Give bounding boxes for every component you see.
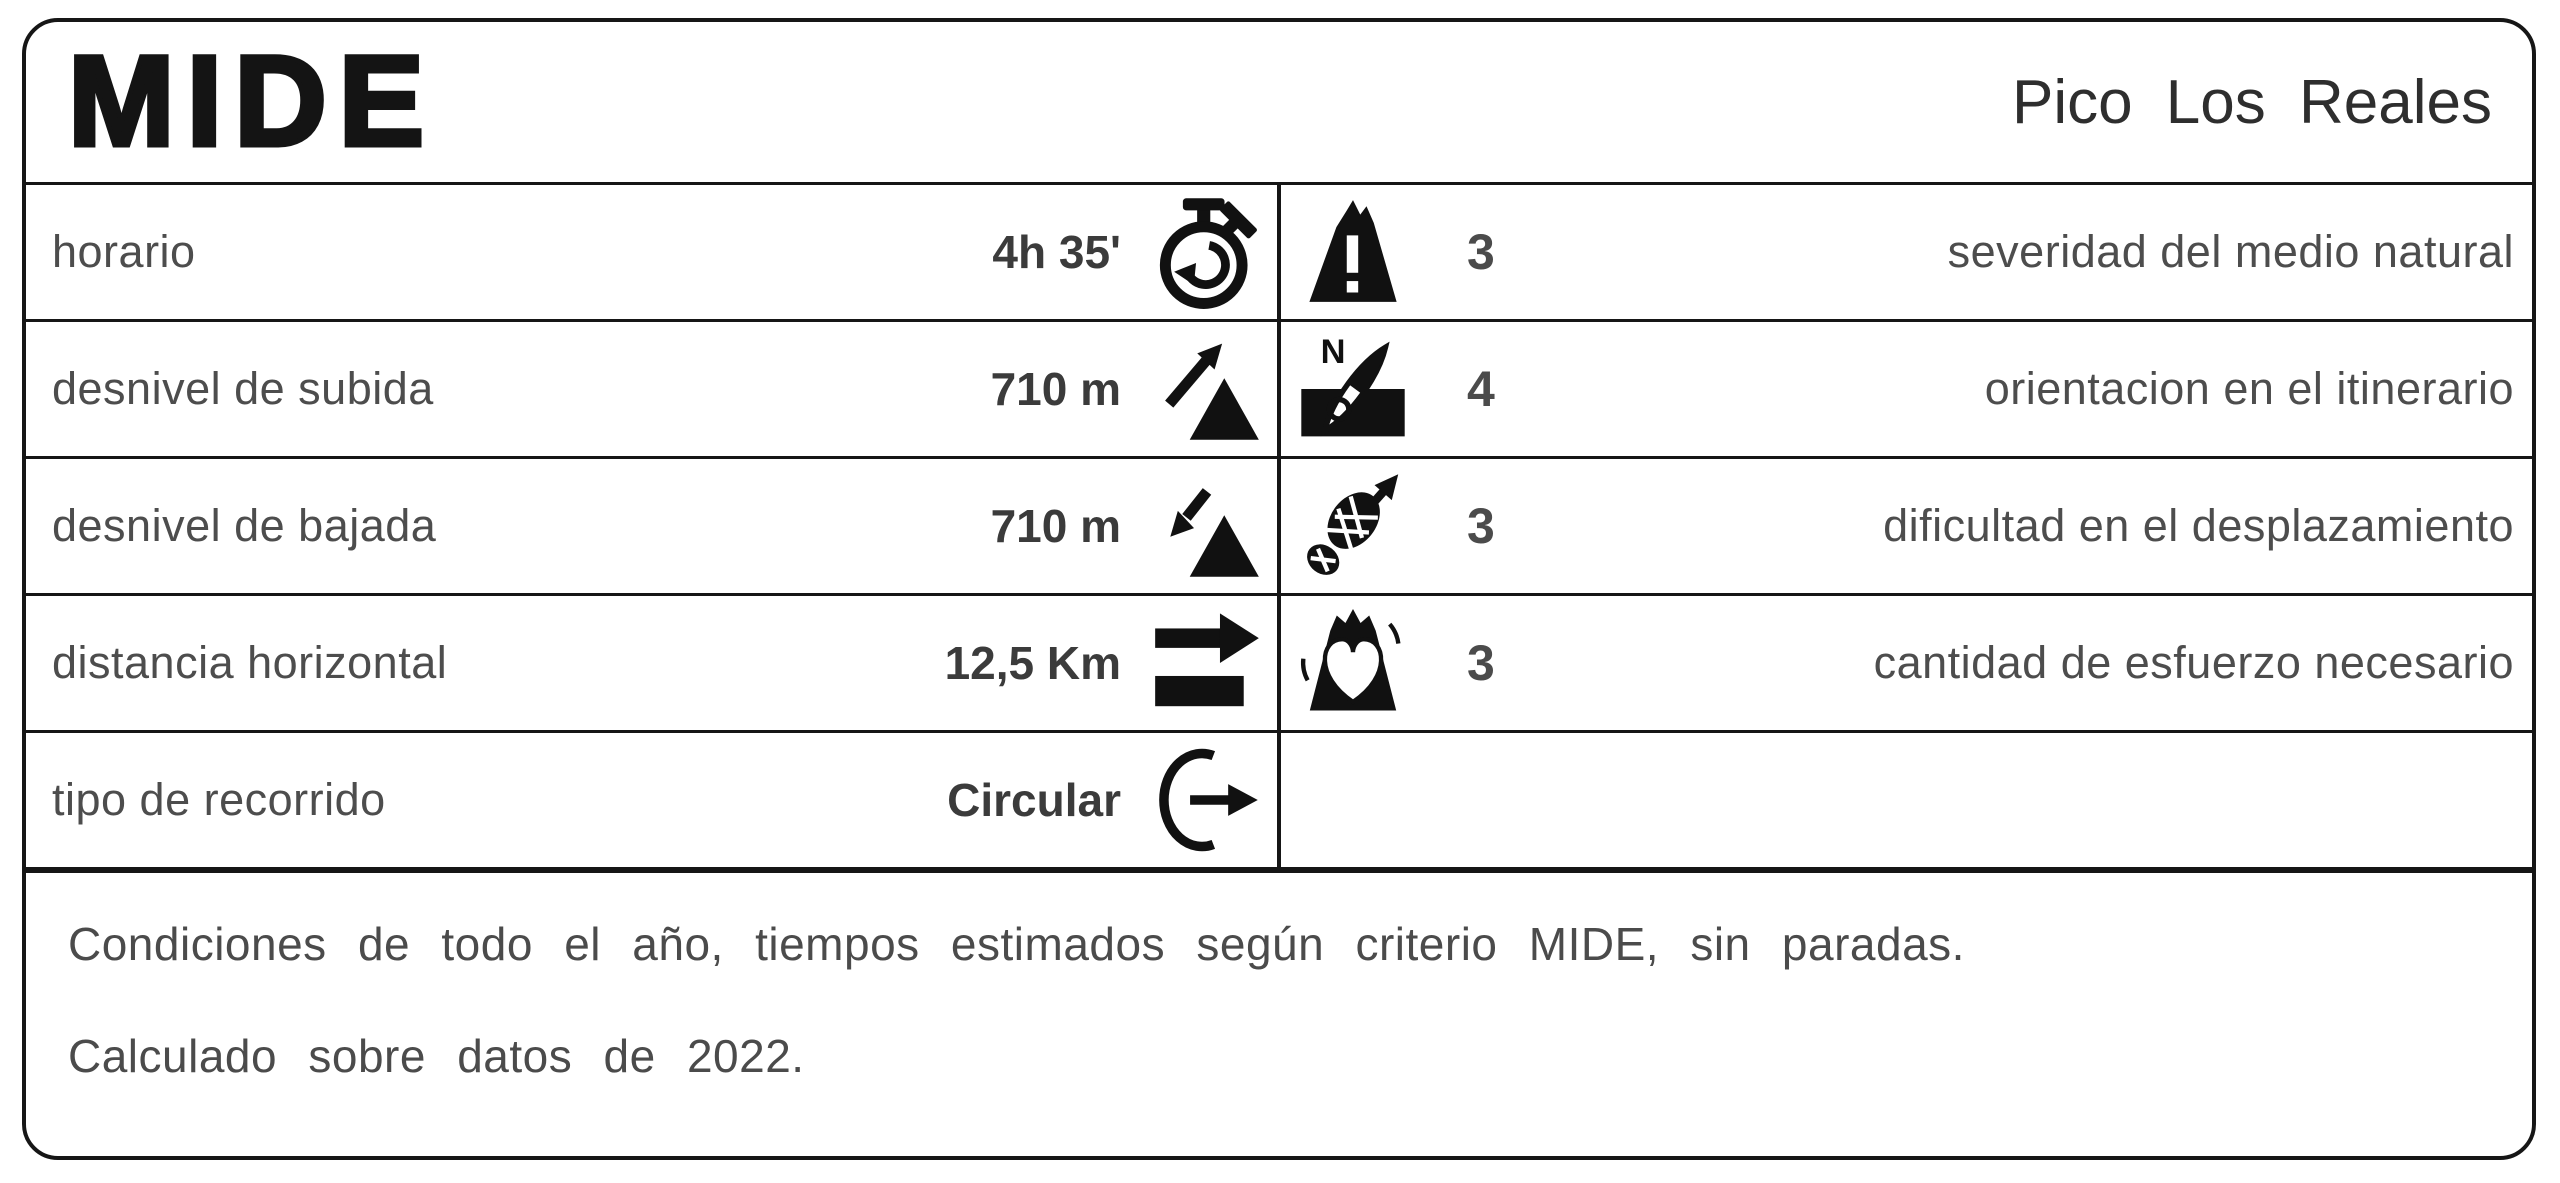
mountain-warning-icon <box>1297 194 1409 310</box>
horario-value: 4h 35' <box>992 226 1121 278</box>
desnivel-bajada-value: 710 m <box>990 500 1121 552</box>
bootprint-icon <box>1297 468 1409 584</box>
ascent-arrow-mountain-icon <box>1151 331 1263 447</box>
dificultad-label: dificultad en el desplazamiento <box>1883 500 2514 551</box>
tipo-recorrido-cell <box>26 733 1281 867</box>
circular-route-icon <box>1151 742 1263 858</box>
orientacion-cell <box>1281 322 2532 456</box>
table-row <box>26 730 2532 867</box>
desnivel-bajada-label: desnivel de bajada <box>52 500 437 551</box>
mide-logo: MIDE <box>68 30 436 173</box>
distancia-label: distancia horizontal <box>52 637 448 688</box>
distancia-value: 12,5 Km <box>944 637 1121 689</box>
desnivel-subida-value: 710 m <box>990 363 1121 415</box>
horizontal-arrow-icon <box>1151 605 1263 721</box>
tipo-recorrido-value: Circular <box>947 774 1121 826</box>
severidad-cell <box>1281 185 2532 319</box>
heart-effort-icon <box>1297 605 1409 721</box>
desnivel-subida-label: desnivel de subida <box>52 363 434 414</box>
card-header <box>26 22 2532 182</box>
card-footer <box>26 867 2532 1156</box>
desnivel-bajada-cell <box>26 459 1281 593</box>
footer-calculated-text: Calculado sobre datos de 2022. <box>68 1030 805 1082</box>
horario-label: horario <box>52 226 196 277</box>
orientacion-score: 4 <box>1467 361 1495 417</box>
route-title: Pico Los Reales <box>2011 67 2492 137</box>
descent-arrow-mountain-icon <box>1151 468 1263 584</box>
table-row <box>26 456 2532 593</box>
severidad-label: severidad del medio natural <box>1947 226 2514 277</box>
mide-info-card <box>22 18 2536 1160</box>
compass-needle-icon <box>1297 331 1409 447</box>
esfuerzo-label: cantidad de esfuerzo necesario <box>1873 637 2514 688</box>
svg-text:N: N <box>1320 333 1346 372</box>
esfuerzo-cell <box>1281 596 2532 730</box>
orientacion-label: orientacion en el itinerario <box>1984 363 2514 414</box>
stopwatch-icon <box>1151 194 1263 310</box>
dificultad-cell <box>1281 459 2532 593</box>
dificultad-score: 3 <box>1467 498 1495 554</box>
severidad-score: 3 <box>1467 224 1495 280</box>
table-row <box>26 319 2532 456</box>
distancia-cell <box>26 596 1281 730</box>
table-row <box>26 593 2532 730</box>
footer-conditions-text: Condiciones de todo el año, tiempos estimados según criterio MIDE, sin paradas. <box>68 918 1965 970</box>
empty-cell <box>1281 733 2532 867</box>
table-row <box>26 182 2532 319</box>
tipo-recorrido-label: tipo de recorrido <box>52 774 386 825</box>
desnivel-subida-cell <box>26 322 1281 456</box>
horario-cell <box>26 185 1281 319</box>
esfuerzo-score: 3 <box>1467 635 1495 691</box>
